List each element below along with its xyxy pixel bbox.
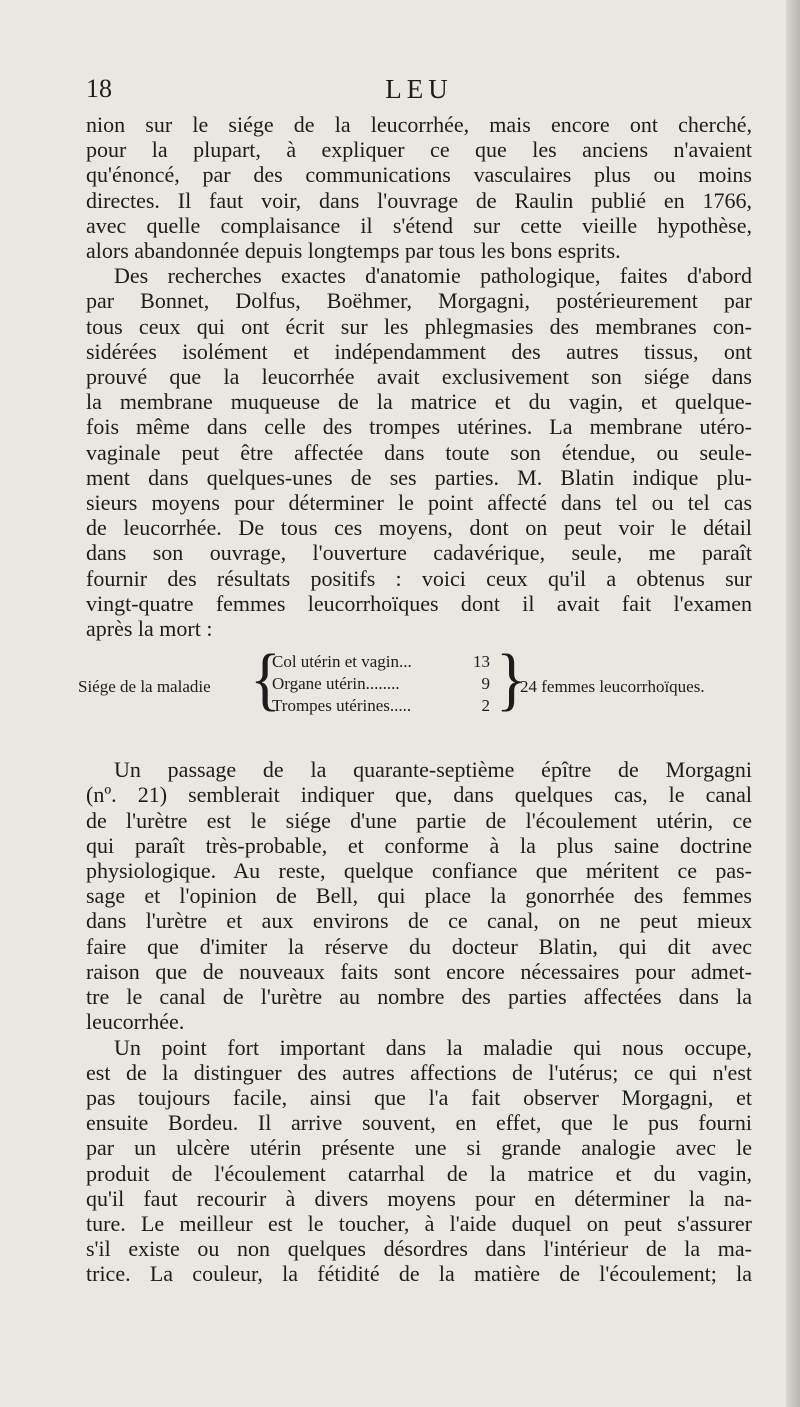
text-line: Des recherches exactes d'anatomie pathologique, faites d'abord <box>114 263 752 289</box>
text-line: s'il existe ou non quelques désordres dans l'intérieur de la ma- <box>86 1236 752 1262</box>
left-brace: { <box>250 639 281 718</box>
text-line: par Bonnet, Dolfus, Boëhmer, Morgagni, postérieurement par <box>86 288 752 314</box>
text-line: est de la distinguer des autres affections de l'utérus; ce qui n'est <box>86 1059 752 1085</box>
row-item: Col utérin et vagin <box>272 652 400 672</box>
table-row <box>272 695 490 717</box>
text-line: pas toujours facile, ainsi que l'a fait observer Morgagni, et <box>86 1084 752 1110</box>
paragraph-1 <box>86 112 752 263</box>
text-line: pour la plupart, à expliquer ce que les anciens n'avaient <box>86 137 752 163</box>
paragraph-4 <box>86 1035 752 1287</box>
text-line: vaginale peut être affectée dans toute son étendue, ou seule- <box>86 439 752 465</box>
text-line: (nº. 21) semblerait indiquer que, dans quelques cas, le canal <box>86 782 752 808</box>
text-line: physiologique. Au reste, quelque confiance que méritent ce pas- <box>86 858 752 884</box>
text-line: dans l'urètre et aux environs de ce canal, on ne peut mieux <box>86 908 752 934</box>
text-line: tous ceux qui ont écrit sur les phlegmasies des membranes con- <box>86 313 752 339</box>
text-line: de l'urètre est le siége d'une partie de l'écoulement utérin, ce <box>86 807 752 833</box>
text-line: la membrane muqueuse de la matrice et du vagin, et quelque- <box>86 389 752 415</box>
paragraph-2 <box>86 263 752 641</box>
text-line: qu'il faut recourir à divers moyens pour en déterminer la na- <box>86 1185 752 1211</box>
text-line: Un passage de la quarante-septième épître de Morgagni <box>114 757 752 783</box>
text-line: sidérées isolément et indépendamment des autres tissus, ont <box>86 338 752 364</box>
text-line: ment dans quelques-unes de ses parties. M. Blatin indique plu- <box>86 464 752 490</box>
paragraph-3 <box>86 757 752 1034</box>
row-item: Organe utérin <box>272 674 366 694</box>
right-brace: } <box>496 639 527 718</box>
text-line: faire que d'imiter la réserve du docteur Blatin, qui dit avec <box>86 933 752 959</box>
text-line: ture. Le meilleur est le toucher, à l'aide duquel on peut s'assurer <box>86 1210 752 1236</box>
text-line: qui paraît très-probable, et conforme à la plus saine doctrine <box>86 832 752 858</box>
text-line: fournir des résultats positifs : voici ceux qu'il a obtenus sur <box>86 565 752 591</box>
text-line: sage et l'opinion de Bell, qui place la gonorrhée des femmes <box>86 883 752 909</box>
text-line: nion sur le siége de la leucorrhée, mais encore ont cherché, <box>86 112 752 137</box>
text-line: ensuite Bordeu. Il arrive souvent, en effet, que le pus fourni <box>86 1110 752 1136</box>
text-line: qu'énoncé, par des communications vasculaires plus ou moins <box>86 162 752 188</box>
text-line: prouvé que la leucorrhée avait exclusivement son siége dans <box>86 364 752 390</box>
text-line: après la mort : <box>86 616 213 642</box>
text-line: alors abandonnée depuis longtemps par tous les bons esprits. <box>86 238 621 264</box>
text-line: directes. Il faut voir, dans l'ouvrage de Raulin publié en 1766, <box>86 187 752 213</box>
text-line: de leucorrhée. De tous ces moyens, dont on peut voir le détail <box>86 515 752 541</box>
row-leader-dots: ........ <box>365 674 400 694</box>
text-block <box>78 68 752 1287</box>
row-count: 2 <box>481 696 490 716</box>
row-leader-dots: ... <box>399 652 412 672</box>
row-leader-dots: ..... <box>389 696 412 716</box>
statistics-table <box>78 639 752 747</box>
table-rows <box>272 651 490 717</box>
table-total: 24 femmes leucorrhoïques. <box>520 677 705 697</box>
page-header <box>86 68 752 112</box>
table-label: Siége de la maladie <box>78 677 211 697</box>
table-row <box>272 673 490 695</box>
text-line: produit de l'écoulement catarrhal de la matrice et du vagin, <box>86 1160 752 1186</box>
row-count: 9 <box>481 674 490 694</box>
text-line: Un point fort important dans la maladie qui nous occupe, <box>114 1034 752 1060</box>
page-edge-shadow <box>786 0 800 1407</box>
text-line: trice. La couleur, la fétidité de la matière de l'écoulement; la <box>86 1261 752 1287</box>
text-line: tre le canal de l'urètre au nombre des parties affectées dans la <box>86 984 752 1010</box>
text-line: leucorrhée. <box>86 1009 185 1035</box>
page-number: 18 <box>86 74 112 103</box>
text-line: par un ulcère utérin présente une si grande analogie avec le <box>86 1135 752 1161</box>
text-line: raison que de nouveaux faits sont encore nécessaires pour admet- <box>86 958 752 984</box>
running-head: LEU <box>385 74 453 104</box>
text-line: fois même dans celle des trompes utérines. La membrane utéro- <box>86 414 752 440</box>
table-row <box>272 651 490 673</box>
row-item: Trompes utérines <box>272 696 390 716</box>
text-line: vingt-quatre femmes leucorrhoïques dont il avait fait l'examen <box>86 590 752 616</box>
row-count: 13 <box>473 652 490 672</box>
text-line: sieurs moyens pour déterminer le point affecté dans tel ou tel cas <box>86 490 752 516</box>
text-line: dans son ouvrage, l'ouverture cadavérique, seule, me paraît <box>86 540 752 566</box>
text-line: avec quelle complaisance il s'étend sur cette vieille hypothèse, <box>86 212 752 238</box>
